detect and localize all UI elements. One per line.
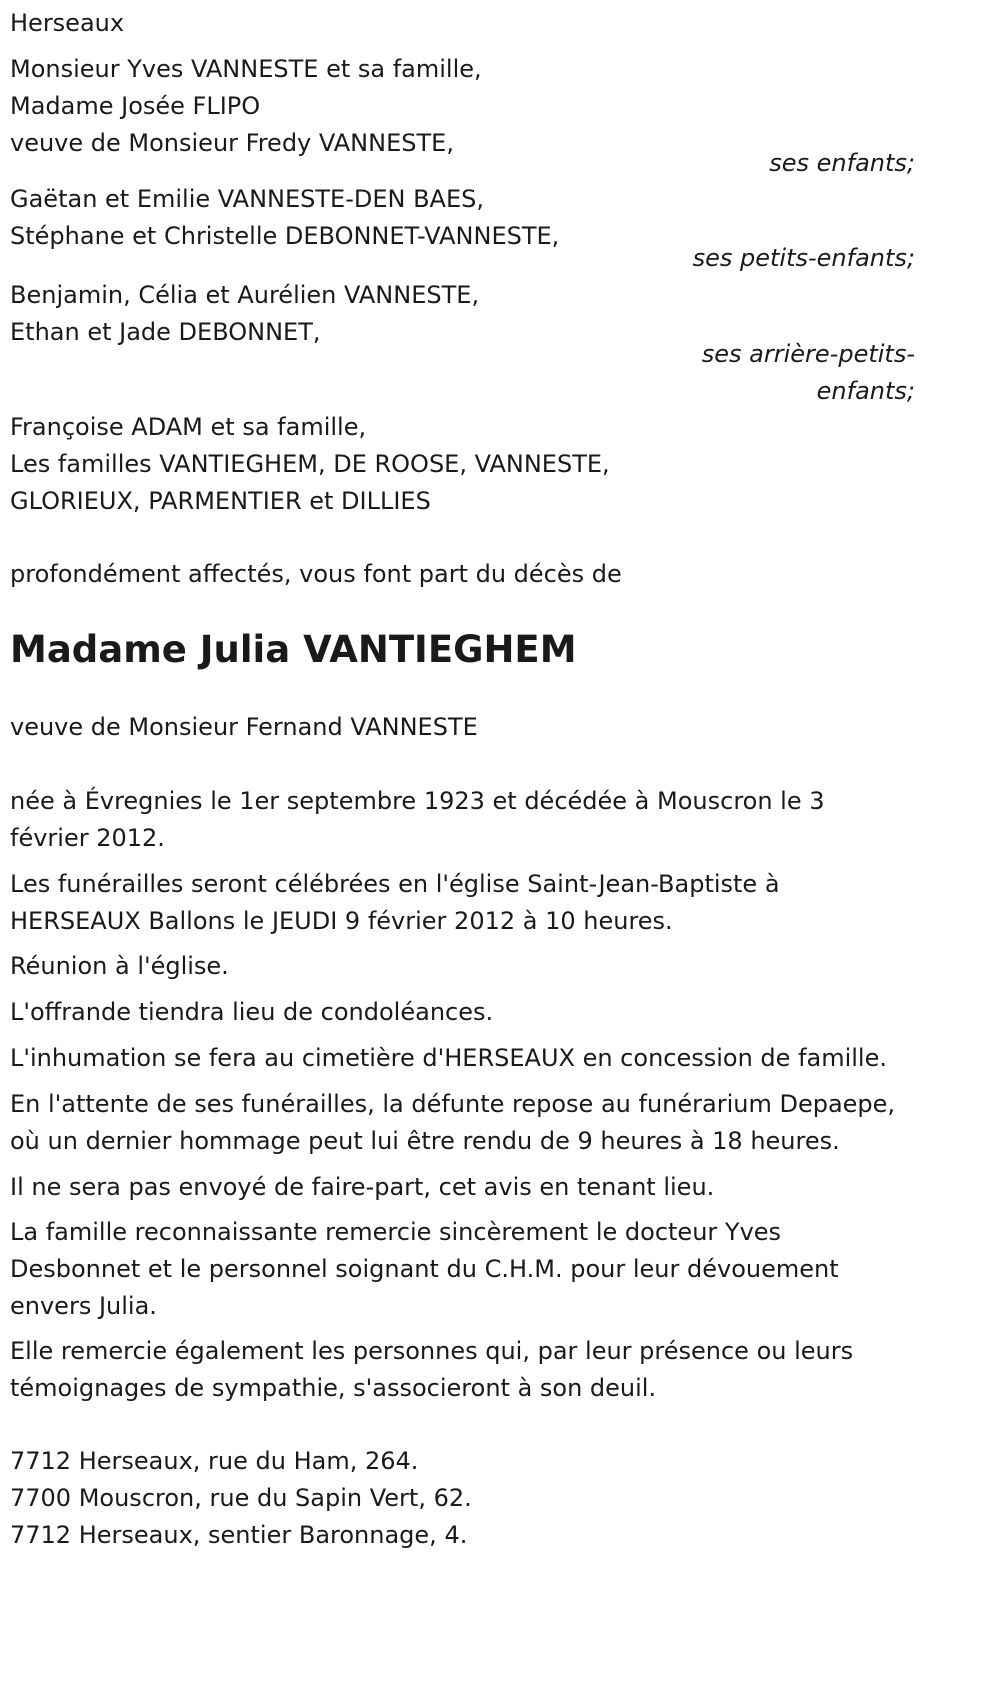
family-line: Madame Josée FLIPO: [10, 92, 261, 120]
thanks-others-paragraph: Elle remercie également les personnes qui, par leur présence ou leurs témoignages de sympathie, s'associeront à son deuil.: [10, 1337, 854, 1402]
address-line: 7712 Herseaux, sentier Baronnage, 4.: [10, 1521, 468, 1549]
family-line: veuve de Monsieur Fredy VANNESTE,: [10, 129, 454, 157]
role-label-grandchildren: ses petits-enfants;: [692, 244, 915, 272]
widow-of: veuve de Monsieur Fernand VANNESTE: [10, 713, 478, 741]
addresses: [10, 1443, 915, 1554]
burial-paragraph: L'inhumation se fera au cimetière d'HERSEAUX en concession de famille.: [10, 1044, 887, 1072]
offering-paragraph: L'offrande tiendra lieu de condoléances.: [10, 998, 494, 1026]
meeting-paragraph: Réunion à l'église.: [10, 952, 229, 980]
family-line: Les familles VANTIEGHEM, DE ROOSE, VANNESTE,: [10, 450, 610, 478]
location-header: Herseaux: [10, 9, 125, 37]
family-line: Gaëtan et Emilie VANNESTE-DEN BAES,: [10, 185, 484, 213]
role-label-children: ses enfants;: [769, 149, 915, 177]
role-line: ses arrière-petits-: [701, 340, 915, 368]
role-line: enfants;: [816, 377, 915, 405]
funeral-paragraph: Les funérailles seront célébrées en l'église Saint-Jean-Baptiste à HERSEAUX Ballons le JEUDI 9 février 2012 à 10 heures.: [10, 870, 780, 935]
deceased-name: Madame Julia VANTIEGHEM: [10, 628, 577, 671]
role-label-great-grandchildren: [10, 336, 915, 410]
address-line: 7700 Mouscron, rue du Sapin Vert, 62.: [10, 1484, 472, 1512]
family-line: Françoise ADAM et sa famille,: [10, 413, 367, 441]
address-line: 7712 Herseaux, rue du Ham, 264.: [10, 1447, 419, 1475]
birth-death-paragraph: née à Évregnies le 1er septembre 1923 et décédée à Mouscron le 3 février 2012.: [10, 787, 825, 852]
family-line: Stéphane et Christelle DEBONNET-VANNESTE,: [10, 222, 560, 250]
announcement: profondément affectés, vous font part du décès de: [10, 560, 622, 588]
funerarium-paragraph: En l'attente de ses funérailles, la défunte repose au funérarium Depaepe, où un dernier hommage peut lui être rendu de 9 heures à 18 heures.: [10, 1090, 896, 1155]
thanks-paragraph: La famille reconnaissante remercie sincèrement le docteur Yves Desbonnet et le personnel soignant du C.H.M. pour leur dévouement envers Julia.: [10, 1218, 839, 1320]
family-line: Ethan et Jade DEBONNET,: [10, 318, 321, 346]
family-line: Monsieur Yves VANNESTE et sa famille,: [10, 55, 482, 83]
no-announcement-paragraph: Il ne sera pas envoyé de faire-part, cet avis en tenant lieu.: [10, 1173, 715, 1201]
family-line: GLORIEUX, PARMENTIER et DILLIES: [10, 487, 431, 515]
family-line: Benjamin, Célia et Aurélien VANNESTE,: [10, 281, 480, 309]
other-family: [10, 409, 915, 520]
